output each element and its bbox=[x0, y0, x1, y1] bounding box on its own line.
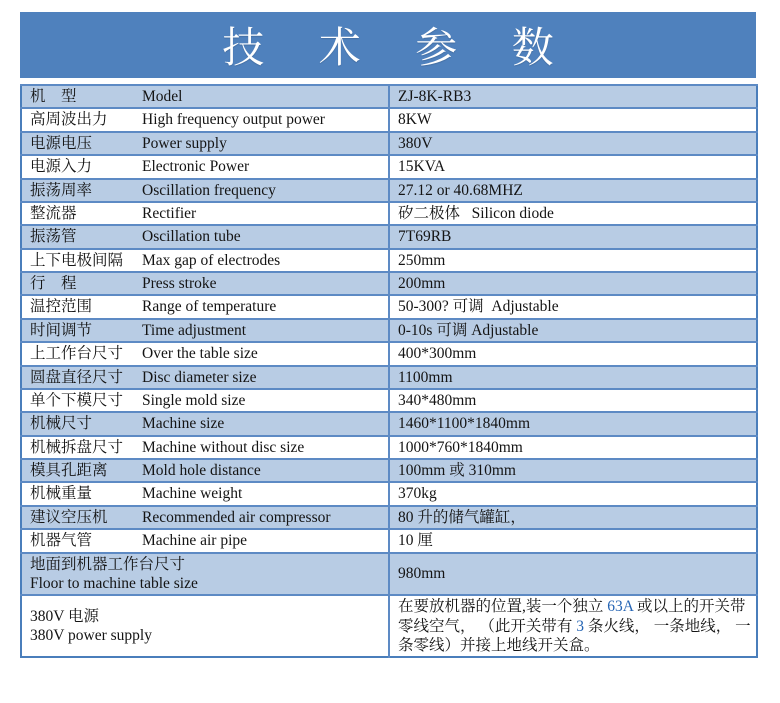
page-title: 技 术 参 数 bbox=[20, 12, 756, 78]
spec-label-cell bbox=[21, 553, 389, 596]
spec-label-cell bbox=[21, 179, 389, 202]
spec-value-cell: 1000*760*1840mm bbox=[389, 436, 757, 459]
spec-label-cell bbox=[21, 319, 389, 342]
table-row bbox=[21, 319, 757, 342]
value-segment: 或以上的开关带零线空气， （此开关带有 bbox=[398, 598, 746, 635]
table-row bbox=[21, 482, 757, 505]
spec-en-label: Rectifier bbox=[142, 204, 197, 222]
spec-label-cell bbox=[21, 506, 389, 529]
spec-cn-label: 模具孔距离 bbox=[30, 462, 108, 479]
spec-value-cell: 1100mm bbox=[389, 366, 757, 389]
spec-value-cell bbox=[389, 595, 757, 657]
table-row bbox=[21, 249, 757, 272]
spec-en-label: 380V power supply bbox=[30, 627, 152, 645]
spec-cn-label: 机械尺寸 bbox=[30, 415, 93, 433]
spec-cn-label: 上下电极间隔 bbox=[30, 251, 124, 269]
spec-en-label: Machine size bbox=[142, 415, 225, 433]
table-row bbox=[21, 389, 757, 412]
spec-value-cell: 340*480mm bbox=[389, 389, 757, 412]
spec-cn-label: 温控范围 bbox=[30, 298, 93, 316]
spec-label-cell bbox=[21, 342, 389, 365]
power-row bbox=[21, 595, 757, 657]
spec-value-cell: 50-300? 可调 Adjustable bbox=[389, 295, 757, 318]
spec-label-cell bbox=[21, 85, 389, 108]
spec-cn-label: 圆盘直径尺寸 bbox=[30, 368, 124, 386]
table-row bbox=[21, 132, 757, 155]
spec-value-cell: 980mm bbox=[389, 553, 757, 596]
spec-cn-label: 380V 电源 bbox=[30, 607, 100, 625]
table-row bbox=[21, 412, 757, 435]
spec-label-cell bbox=[21, 108, 389, 131]
table-row bbox=[21, 436, 757, 459]
table-row bbox=[21, 179, 757, 202]
table-row bbox=[21, 155, 757, 178]
spec-value-cell: 0-10s 可调 Adjustable bbox=[389, 319, 757, 342]
spec-en-label: Machine air pipe bbox=[142, 532, 248, 550]
table-row bbox=[21, 202, 757, 225]
spec-en-label: Model bbox=[142, 88, 183, 105]
spec-label-cell bbox=[21, 225, 389, 248]
table-row bbox=[21, 108, 757, 131]
spec-sheet bbox=[20, 12, 756, 658]
spec-value-cell: 380V bbox=[389, 132, 757, 155]
spec-value-cell: 200mm bbox=[389, 272, 757, 295]
spec-label-cell bbox=[21, 295, 389, 318]
spec-en-label: High frequency output power bbox=[142, 111, 325, 129]
table-row bbox=[21, 342, 757, 365]
table-row bbox=[21, 366, 757, 389]
spec-cn-label: 机械拆盘尺寸 bbox=[30, 438, 124, 456]
spec-value-cell: 250mm bbox=[389, 249, 757, 272]
value-segment: 条火线， 一条地线， 一条零线）并接上地线开关盒。 bbox=[398, 617, 751, 654]
spec-cn-label: 上工作台尺寸 bbox=[30, 345, 124, 363]
spec-label-cell bbox=[21, 272, 389, 295]
spec-en-label: Single mold size bbox=[142, 391, 246, 409]
spec-cn-label: 机器气管 bbox=[30, 532, 93, 550]
spec-en-label: Press stroke bbox=[142, 275, 217, 292]
spec-value-cell: 370kg bbox=[389, 482, 757, 505]
spec-en-label: Oscillation frequency bbox=[142, 181, 276, 199]
spec-value-cell: ZJ-8K-RB3 bbox=[389, 85, 757, 108]
spec-cn-label: 地面到机器工作台尺寸 bbox=[30, 555, 186, 573]
spec-en-label: Floor to machine table size bbox=[30, 574, 198, 592]
spec-en-label: Power supply bbox=[142, 134, 227, 152]
spec-value-cell: 100mm 或 310mm bbox=[389, 459, 757, 482]
spec-en-label: Oscillation tube bbox=[142, 228, 241, 246]
spec-cn-label: 行 程 bbox=[30, 275, 77, 292]
spec-en-label: Max gap of electrodes bbox=[142, 251, 281, 269]
floor-row bbox=[21, 553, 757, 596]
spec-cn-label: 电源入力 bbox=[30, 158, 93, 176]
table-row bbox=[21, 459, 757, 482]
spec-en-label: Mold hole distance bbox=[142, 462, 261, 479]
spec-en-label: Recommended air compressor bbox=[142, 508, 331, 526]
spec-cn-label: 时间调节 bbox=[30, 321, 93, 339]
value-segment-highlight: 63A bbox=[607, 598, 634, 616]
spec-en-label: Over the table size bbox=[142, 345, 258, 363]
table-row bbox=[21, 295, 757, 318]
spec-cn-label: 机械重量 bbox=[30, 485, 93, 503]
spec-cn-label: 高周波出力 bbox=[30, 111, 108, 129]
spec-value-cell: 10 厘 bbox=[389, 529, 757, 552]
table-row bbox=[21, 272, 757, 295]
spec-cn-label: 电源电压 bbox=[30, 134, 93, 152]
spec-en-label: Time adjustment bbox=[142, 321, 247, 339]
spec-cn-label: 振荡周率 bbox=[30, 181, 93, 199]
spec-value-cell: 15KVA bbox=[389, 155, 757, 178]
table-row bbox=[21, 225, 757, 248]
spec-value-cell: 矽二极体 Silicon diode bbox=[389, 202, 757, 225]
spec-label-cell bbox=[21, 389, 389, 412]
spec-en-label: Machine weight bbox=[142, 485, 243, 503]
spec-label-cell bbox=[21, 436, 389, 459]
spec-table-footer bbox=[21, 553, 757, 658]
spec-en-label: Electronic Power bbox=[142, 158, 250, 176]
spec-cn-label: 建议空压机 bbox=[30, 508, 108, 526]
value-segment: 在要放机器的位置,装一个独立 bbox=[398, 598, 608, 616]
spec-cn-label: 单个下模尺寸 bbox=[30, 391, 124, 409]
table-row bbox=[21, 85, 757, 108]
spec-cn-label: 整流器 bbox=[30, 204, 77, 222]
spec-value-cell: 8KW bbox=[389, 108, 757, 131]
spec-label-cell bbox=[21, 459, 389, 482]
spec-label-cell bbox=[21, 412, 389, 435]
spec-label-cell bbox=[21, 155, 389, 178]
spec-label-cell bbox=[21, 132, 389, 155]
spec-label-cell bbox=[21, 366, 389, 389]
spec-en-label: Range of temperature bbox=[142, 298, 277, 316]
spec-value-cell: 80 升的储气罐缸， bbox=[389, 506, 757, 529]
table-row bbox=[21, 529, 757, 552]
spec-label-cell bbox=[21, 595, 389, 657]
spec-table-body bbox=[21, 85, 757, 553]
spec-value-cell: 27.12 or 40.68MHZ bbox=[389, 179, 757, 202]
spec-value-cell: 400*300mm bbox=[389, 342, 757, 365]
spec-label-cell bbox=[21, 249, 389, 272]
spec-value-cell: 1460*1100*1840mm bbox=[389, 412, 757, 435]
spec-label-cell bbox=[21, 529, 389, 552]
spec-table bbox=[20, 84, 758, 658]
spec-en-label: Machine without disc size bbox=[142, 438, 305, 456]
spec-value-cell: 7T69RB bbox=[389, 225, 757, 248]
table-row bbox=[21, 506, 757, 529]
spec-label-cell bbox=[21, 202, 389, 225]
spec-cn-label: 机 型 bbox=[30, 88, 77, 105]
spec-en-label: Disc diameter size bbox=[142, 368, 257, 386]
spec-cn-label: 振荡管 bbox=[30, 228, 77, 246]
spec-label-cell bbox=[21, 482, 389, 505]
value-segment-highlight: 3 bbox=[576, 617, 585, 635]
